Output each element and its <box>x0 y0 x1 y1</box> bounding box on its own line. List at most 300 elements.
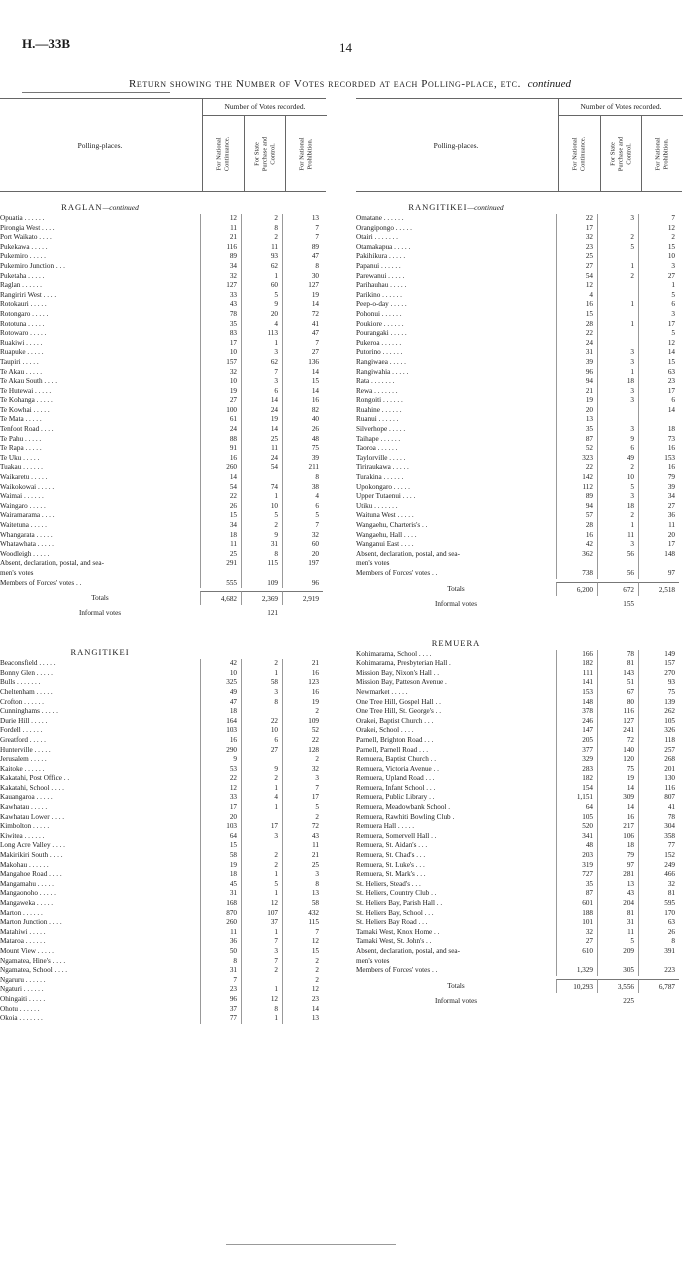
votes-prohibition: 7 <box>282 224 323 234</box>
votes-continuance: 153 <box>556 688 597 698</box>
prohibition-header: For National Prohibition. <box>285 116 327 191</box>
votes-state-purchase: 2 <box>241 774 282 784</box>
leader-dots: . . . . . <box>35 899 54 907</box>
leader-dots: . . . . . . <box>381 473 404 482</box>
polling-place <box>356 726 556 736</box>
table-row <box>0 233 326 243</box>
polling-place <box>356 851 556 861</box>
votes-state-purchase: 11 <box>241 243 282 253</box>
table-row <box>0 521 326 531</box>
votes-state-purchase: 1 <box>241 985 282 995</box>
polling-place <box>356 463 556 473</box>
table-row <box>0 569 326 579</box>
table-row <box>356 435 682 445</box>
leader-dots: . . . . . . <box>381 214 404 222</box>
table-row <box>0 899 326 909</box>
votes-state-purchase: 143 <box>597 669 638 679</box>
table-row <box>356 214 682 224</box>
table-row <box>0 483 326 493</box>
polling-place <box>0 262 200 272</box>
polling-place <box>356 310 556 320</box>
votes-state-purchase: 25 <box>241 435 282 445</box>
leader-dots: . . <box>435 899 443 907</box>
votes-state-purchase <box>597 252 638 262</box>
votes-continuance: 54 <box>556 272 597 282</box>
polling-place-name: Waitetuna <box>0 521 29 529</box>
votes-continuance: 28 <box>556 320 597 330</box>
polling-place <box>0 841 200 851</box>
votes-group-header <box>202 99 327 191</box>
votes-prohibition: 5 <box>282 511 323 521</box>
leader-dots: . . . . <box>37 233 52 242</box>
polling-place <box>356 425 556 435</box>
votes-prohibition: 7 <box>282 233 323 243</box>
table-row <box>0 746 326 756</box>
polling-place <box>0 736 200 746</box>
votes-prohibition: 14 <box>282 368 323 378</box>
polling-place-name: Remuera, St. Luke's <box>356 860 414 869</box>
votes-state-purchase: 10 <box>241 726 282 736</box>
votes-prohibition: 11 <box>638 521 679 531</box>
votes-prohibition: 157 <box>638 659 679 669</box>
leader-dots: . <box>447 659 451 668</box>
table-row <box>0 889 326 899</box>
polling-place <box>356 435 556 445</box>
leader-dots: . . . . . <box>31 549 50 558</box>
polling-place <box>356 521 556 531</box>
polling-place-name: Kimbolton <box>0 822 32 831</box>
polling-place <box>0 909 200 919</box>
polling-place <box>356 396 556 406</box>
votes-continuance: 10 <box>200 669 241 679</box>
leader-dots: . . . <box>416 918 428 927</box>
polling-place <box>0 233 200 243</box>
polling-place-name: Otairi <box>356 233 373 242</box>
votes-prohibition <box>638 957 679 967</box>
table-row <box>0 214 326 224</box>
table-row <box>0 579 326 589</box>
polling-place-name: Te Kohanga <box>0 396 35 405</box>
polling-place <box>356 368 556 378</box>
totals-label: Totals <box>91 594 109 603</box>
votes-state-purchase: 217 <box>597 822 638 832</box>
polling-place-name: Mangahoe Road <box>0 870 48 879</box>
polling-place <box>0 947 200 957</box>
table-row <box>356 531 682 541</box>
votes-prohibition: 27 <box>638 502 679 512</box>
leader-dots: . . . . . <box>34 396 53 405</box>
prohibition-header: For National Prohibition. <box>641 116 683 191</box>
leader-dots: . . . . . . <box>380 348 403 357</box>
votes-continuance: 43 <box>200 300 241 310</box>
polling-place <box>0 861 200 871</box>
leader-dots: . . . . . . <box>21 463 43 472</box>
table-row <box>0 928 326 938</box>
section-gap <box>0 619 326 637</box>
table-row <box>0 511 326 521</box>
votes-continuance: 7 <box>200 976 241 986</box>
table-row <box>356 726 682 736</box>
votes-prohibition: 52 <box>282 726 323 736</box>
votes-prohibition: 27 <box>638 272 679 282</box>
polling-place-name: Ohotu <box>0 1004 18 1013</box>
votes-state-purchase <box>241 569 282 579</box>
informal-spacer <box>200 607 241 619</box>
leader-dots: . . <box>433 697 441 706</box>
leader-dots: . . <box>428 755 437 764</box>
polling-place-name: Orakei, Baptist Church <box>356 716 423 725</box>
polling-place <box>356 300 556 310</box>
votes-continuance: 33 <box>200 793 241 803</box>
votes-state-purchase: 1 <box>241 669 282 679</box>
table-row <box>0 444 326 454</box>
votes-prohibition: 115 <box>282 918 323 928</box>
votes-continuance: 111 <box>556 669 597 679</box>
polling-place <box>0 540 200 550</box>
table-row <box>356 406 682 416</box>
votes-continuance: 96 <box>200 995 241 1005</box>
leader-dots: . . . . . . <box>380 290 402 299</box>
votes-state-purchase: 127 <box>597 717 638 727</box>
polling-place <box>356 803 556 813</box>
polling-place <box>356 793 556 803</box>
polling-place <box>0 928 200 938</box>
votes-state-purchase: 27 <box>241 746 282 756</box>
document-title <box>0 78 700 90</box>
table-row <box>0 698 326 708</box>
leader-dots: . . . . . . <box>23 937 46 946</box>
polling-place <box>356 899 556 909</box>
votes-prohibition: 170 <box>638 909 679 919</box>
votes-continuance: 610 <box>556 947 597 957</box>
votes-prohibition: 7 <box>282 928 323 938</box>
total-continuance: 6,200 <box>556 582 597 596</box>
votes-continuance: 164 <box>200 717 241 727</box>
votes-prohibition: 13 <box>282 889 323 899</box>
polling-place <box>0 310 200 320</box>
votes-prohibition: 21 <box>282 659 323 669</box>
leader-dots: . . . . . . <box>17 1004 40 1013</box>
polling-place-name: Kohimarama, Presbyterian Hall <box>356 659 448 668</box>
votes-state-purchase: 2 <box>241 861 282 871</box>
table-row <box>356 233 682 243</box>
polling-place <box>0 1005 200 1015</box>
votes-prohibition: 32 <box>638 880 679 890</box>
polling-place <box>0 851 200 861</box>
polling-place-name: Wangaehu, Hall <box>356 530 403 539</box>
votes-state-purchase: 1 <box>241 870 282 880</box>
polling-place <box>0 579 200 589</box>
polling-place-name: Whatawhata <box>0 540 36 549</box>
votes-state-purchase: 81 <box>597 659 638 669</box>
leader-dots: . . <box>431 764 439 773</box>
leader-dots: . . . . <box>39 425 54 434</box>
votes-prohibition: 7 <box>638 214 679 224</box>
votes-state-purchase: 9 <box>241 300 282 310</box>
votes-state-purchase: 3 <box>241 348 282 358</box>
leader-dots: . . . <box>54 261 65 270</box>
table-row <box>0 717 326 727</box>
polling-place <box>0 755 200 765</box>
votes-continuance: 11 <box>200 540 241 550</box>
polling-place <box>356 707 556 717</box>
votes-state-purchase: 107 <box>241 909 282 919</box>
polling-place <box>0 550 200 560</box>
votes-continuance: 83 <box>200 329 241 339</box>
leader-dots: . . <box>433 707 442 716</box>
polling-place-name: Waikokowai <box>0 482 37 491</box>
votes-state-purchase <box>241 841 282 851</box>
table-row <box>356 329 682 339</box>
votes-continuance: 94 <box>556 502 597 512</box>
polling-place <box>356 957 556 967</box>
votes-prohibition: 6 <box>282 502 323 512</box>
table-row <box>356 224 682 234</box>
polling-place <box>356 415 556 425</box>
polling-place <box>356 540 556 550</box>
total-prohibition: 2,518 <box>638 582 679 596</box>
votes-state-purchase: 18 <box>597 502 638 512</box>
votes-state-purchase: 1 <box>597 368 638 378</box>
table-row <box>356 502 682 512</box>
leader-dots: . . . . . <box>27 927 46 936</box>
votes-continuance <box>556 559 597 569</box>
polling-place-name: Remuera, Rawhiti Bowling Club <box>356 812 451 821</box>
polling-place-name: Wangaehu, Charteris's <box>356 521 421 529</box>
polling-place <box>0 425 200 435</box>
table-row <box>356 550 682 560</box>
leader-dots: . . . . . . <box>22 831 45 840</box>
continuance-header: For National Continuance. <box>215 136 231 171</box>
polling-place-name: St. Heliers Bay, School <box>356 908 423 917</box>
polling-place-name: Parihauhau <box>356 281 389 290</box>
votes-continuance <box>200 569 241 579</box>
votes-prohibition: 41 <box>638 803 679 813</box>
table-row <box>356 774 682 784</box>
polling-place-name: Ruakiwi <box>0 338 25 347</box>
votes-continuance: 260 <box>200 918 241 928</box>
votes-state-purchase: 13 <box>597 880 638 890</box>
votes-prohibition: 223 <box>638 966 679 976</box>
polling-place <box>356 531 556 541</box>
leader-dots: . . . . . . <box>21 985 44 994</box>
polling-place-name: Mission Bay, Patteson Avenue <box>356 678 444 687</box>
votes-prohibition: 21 <box>282 851 323 861</box>
votes-prohibition: 23 <box>282 995 323 1005</box>
polling-place-name: Kakatahi, School <box>0 783 50 792</box>
informal-spacer <box>282 607 323 619</box>
polling-place-name: Taoroa <box>356 444 376 453</box>
votes-prohibition: 116 <box>638 784 679 794</box>
votes-prohibition: 23 <box>638 377 679 387</box>
votes-continuance: 35 <box>200 320 241 330</box>
leader-dots: . . <box>429 831 437 840</box>
leader-dots: . . . . . . <box>376 415 399 424</box>
polling-place-name: Peep-o-day <box>356 300 389 309</box>
votes-state-purchase: 3 <box>597 214 638 224</box>
table-row <box>0 678 326 688</box>
polling-place <box>0 492 200 502</box>
votes-continuance: 168 <box>200 899 241 909</box>
votes-prohibition: 47 <box>282 329 323 339</box>
leader-dots: . . . . . . <box>379 405 402 414</box>
polling-place-name: Te Pahu <box>0 434 24 443</box>
polling-place-name: Bonny Glen <box>0 668 35 677</box>
table-row <box>356 291 682 301</box>
polling-place-name: Silverhope <box>356 425 388 434</box>
polling-place-name: Otamakapua <box>356 242 393 251</box>
leader-dots: . . . . . . <box>381 396 403 405</box>
polling-place <box>0 899 200 909</box>
leader-dots: . . . . . <box>33 386 52 395</box>
polling-place-name: Makirikiri South <box>0 851 49 860</box>
leader-dots: . . . <box>423 774 435 783</box>
state-purchase-header: For State Purchase and Control. <box>600 116 642 191</box>
table-row <box>356 678 682 688</box>
informal-spacer <box>638 598 679 610</box>
votes-prohibition: 139 <box>638 698 679 708</box>
table-row <box>0 550 326 560</box>
leader-dots: . . . . . <box>27 252 46 261</box>
votes-prohibition <box>638 415 679 425</box>
votes-prohibition: 32 <box>282 531 323 541</box>
votes-prohibition: 262 <box>638 707 679 717</box>
votes-prohibition: 3 <box>282 870 323 880</box>
polling-place-name: One Tree Hill, St. George's <box>356 707 434 716</box>
polling-place-name: Papanui <box>356 261 380 270</box>
polling-place <box>0 320 200 330</box>
polling-place-name: Kakatahi, Post Office <box>0 774 62 783</box>
table-row <box>0 937 326 947</box>
polling-place-name: Absent, declaration, postal, and sea- <box>0 559 104 568</box>
leader-dots: . . . . <box>52 966 68 975</box>
table-row <box>356 688 682 698</box>
leader-dots: . . . . . <box>393 223 412 232</box>
polling-place-name: Fordell <box>0 726 21 735</box>
votes-state-purchase <box>597 310 638 320</box>
votes-continuance: 96 <box>556 368 597 378</box>
leader-dots: . . <box>61 774 70 783</box>
votes-prohibition: 8 <box>282 880 323 890</box>
table-row <box>356 650 682 660</box>
polling-place <box>356 320 556 330</box>
polling-place-name: Rotokauri <box>0 300 29 309</box>
votes-prohibition: 2 <box>282 755 323 765</box>
votes-prohibition: 14 <box>282 1005 323 1015</box>
votes-state-purchase: 14 <box>241 396 282 406</box>
polling-place-name: Kohimarama, School <box>356 649 418 658</box>
table-row <box>0 784 326 794</box>
votes-state-purchase: 3 <box>241 832 282 842</box>
title-text: Return showing the Number of Votes recorded at each Polling-place, etc. <box>128 78 521 90</box>
votes-continuance: 15 <box>200 841 241 851</box>
informal-votes: 121 <box>267 609 278 618</box>
votes-state-purchase: 60 <box>241 281 282 291</box>
polling-place <box>356 348 556 358</box>
table-row <box>356 540 682 550</box>
votes-continuance: 17 <box>200 803 241 813</box>
votes-continuance: 16 <box>200 736 241 746</box>
polling-place-name: Marton Junction <box>0 918 48 927</box>
table-row <box>0 793 326 803</box>
votes-prohibition: 16 <box>282 396 323 406</box>
polling-place-name: Rangiriri West <box>0 290 42 299</box>
table-row <box>0 377 326 387</box>
informal-votes: 155 <box>623 599 634 608</box>
votes-state-purchase <box>597 224 638 234</box>
leader-dots: . . . . . <box>21 453 40 462</box>
table-row <box>0 329 326 339</box>
votes-prohibition: 130 <box>638 774 679 784</box>
votes-prohibition: 16 <box>638 463 679 473</box>
polling-place-name: Greatford <box>0 735 28 744</box>
polling-place <box>0 473 200 483</box>
polling-place <box>0 995 200 1005</box>
leader-dots: . . . <box>422 716 434 725</box>
votes-continuance: 16 <box>556 300 597 310</box>
polling-place-name: men's votes <box>356 559 390 568</box>
votes-prohibition: 13 <box>282 1014 323 1024</box>
votes-state-purchase: 6 <box>597 444 638 454</box>
polling-place-name: Remuera Hall <box>356 822 397 831</box>
votes-state-purchase: 209 <box>597 947 638 957</box>
total-state-purchase: 672 <box>597 582 638 596</box>
polling-place-name: Parnell, Brighton Road <box>356 735 423 744</box>
polling-place <box>356 233 556 243</box>
table-row <box>0 339 326 349</box>
polling-place-name: Te Kowhai <box>0 405 32 414</box>
votes-continuance: 11 <box>200 928 241 938</box>
votes-prohibition: 60 <box>282 540 323 550</box>
informal-spacer <box>556 995 597 1007</box>
leader-dots: . . . . . <box>29 473 48 482</box>
votes-state-purchase: 17 <box>241 822 282 832</box>
votes-state-purchase <box>241 755 282 765</box>
leader-dots: . . . . . . <box>379 261 401 270</box>
leader-dots: . . . . . . <box>381 319 404 328</box>
table-row <box>0 841 326 851</box>
votes-prohibition: 595 <box>638 899 679 909</box>
votes-prohibition <box>282 569 323 579</box>
polling-place <box>0 669 200 679</box>
polling-place <box>356 746 556 756</box>
votes-continuance: 17 <box>200 339 241 349</box>
polling-place <box>356 502 556 512</box>
votes-continuance: 103 <box>200 822 241 832</box>
votes-state-purchase: 1 <box>241 889 282 899</box>
polling-place <box>0 396 200 406</box>
votes-continuance: 57 <box>556 511 597 521</box>
votes-continuance: 32 <box>200 272 241 282</box>
polling-place <box>0 406 200 416</box>
leader-dots: . . . . <box>400 492 416 501</box>
leader-dots: . . . . . <box>35 946 54 955</box>
table-row <box>356 368 682 378</box>
polling-place-name: Ruahine <box>356 405 380 414</box>
polling-place-name: Turakina <box>356 473 382 482</box>
table-row <box>356 483 682 493</box>
totals-label: Totals <box>447 981 465 990</box>
polling-place-name: Te Rapa <box>0 444 24 453</box>
votes-state-purchase <box>597 415 638 425</box>
votes-state-purchase: 2 <box>597 463 638 473</box>
polling-place <box>0 511 200 521</box>
polling-place-name: Ngaruru <box>0 975 24 984</box>
leader-dots: . . . . . <box>24 367 43 376</box>
votes-continuance: 22 <box>556 463 597 473</box>
votes-prohibition: 211 <box>282 463 323 473</box>
informal-label: Informal votes <box>434 599 478 608</box>
